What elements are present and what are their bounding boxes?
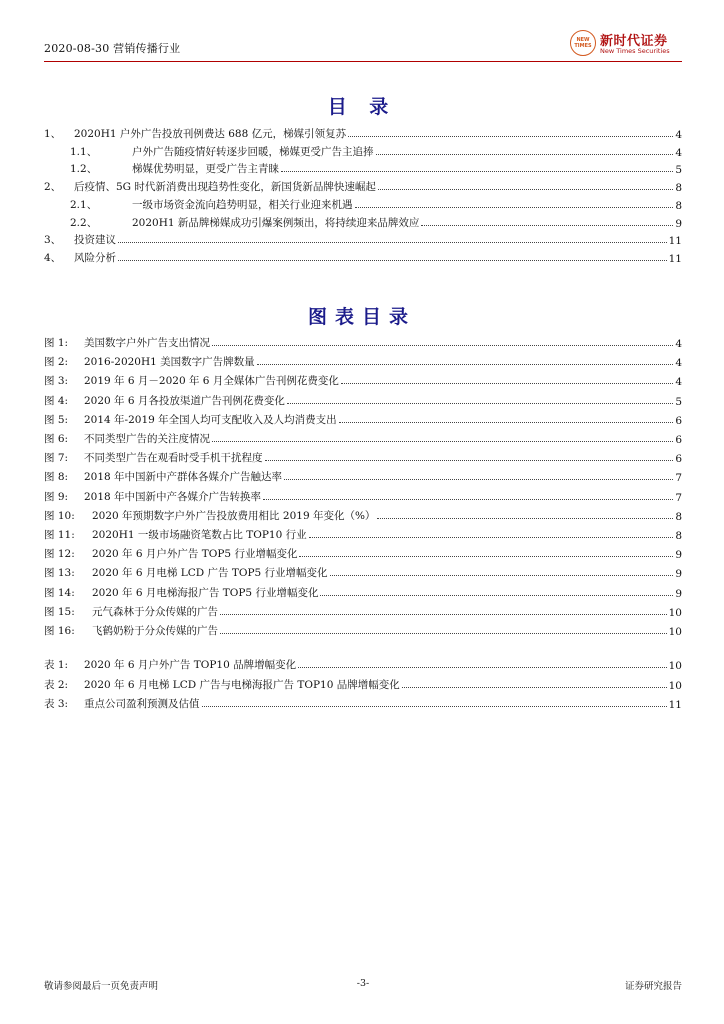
dot-leader bbox=[355, 207, 674, 208]
figure-number: 图 12: bbox=[44, 548, 75, 561]
figure-number: 图 9: bbox=[44, 490, 69, 503]
toc-number: 2.1、 bbox=[70, 198, 98, 211]
figure-entry[interactable] bbox=[44, 429, 682, 446]
dot-leader bbox=[348, 136, 673, 137]
header-divider bbox=[44, 61, 682, 62]
figure-text: 2020 年 6 月各投放渠道广告刊例花费变化 bbox=[84, 394, 285, 407]
toc-page-number: 11 bbox=[668, 252, 682, 265]
toc-entry[interactable] bbox=[44, 159, 682, 176]
figure-text: 2020 年预期数字户外广告投放费用相比 2019 年变化（%） bbox=[92, 509, 376, 522]
figure-page-number: 10 bbox=[668, 606, 682, 619]
figure-page-number: 9 bbox=[675, 587, 682, 600]
header-date-industry: 2020-08-30 营销传播行业 bbox=[44, 42, 181, 55]
figure-page-number: 6 bbox=[675, 434, 682, 446]
figure-text: 2020 年 6 月电梯海报广告 TOP5 行业增幅变化 bbox=[92, 586, 319, 599]
table-page-number: 10 bbox=[668, 679, 682, 692]
figure-entry[interactable] bbox=[44, 410, 682, 427]
figure-entry[interactable] bbox=[44, 544, 682, 561]
figure-number: 图 3: bbox=[44, 375, 69, 388]
figure-text: 2019 年 6 月－2020 年 6 月全媒体广告刊例花费变化 bbox=[84, 375, 339, 388]
figure-page-number: 7 bbox=[675, 491, 682, 504]
figure-page-number: 8 bbox=[675, 510, 682, 523]
dot-leader bbox=[281, 171, 673, 172]
toc-text: 2020H1 户外广告投放刊例费达 688 亿元，梯媒引领复苏 bbox=[74, 128, 347, 140]
table-page-number: 10 bbox=[668, 660, 682, 672]
figure-text: 美国数字户外广告支出情况 bbox=[84, 337, 210, 349]
toc-page-number: 8 bbox=[675, 199, 682, 212]
toc-entry[interactable] bbox=[44, 248, 682, 265]
footer-disclaimer: 敬请参阅最后一页免责声明 bbox=[44, 981, 159, 992]
toc-page-number: 5 bbox=[675, 164, 682, 177]
figure-text: 2020 年 6 月户外广告 TOP5 行业增幅变化 bbox=[92, 548, 298, 561]
toc-number: 2、 bbox=[44, 181, 62, 194]
figure-entry[interactable] bbox=[44, 391, 682, 408]
dot-leader bbox=[341, 383, 673, 384]
dot-leader bbox=[376, 154, 674, 155]
toc-page-number: 4 bbox=[675, 146, 682, 159]
figure-text: 不同类型广告在观看时受手机干扰程度 bbox=[84, 452, 263, 465]
figure-text: 元气森林于分众传媒的广告 bbox=[92, 605, 218, 618]
figure-entry[interactable] bbox=[44, 371, 682, 388]
figure-number: 图 2: bbox=[44, 356, 69, 369]
table-text: 2020 年 6 月户外广告 TOP10 品牌增幅变化 bbox=[84, 659, 297, 671]
figure-number: 图 5: bbox=[44, 413, 69, 426]
figure-number: 图 14: bbox=[44, 586, 75, 599]
toc-text: 后疫情、5G 时代新消费出现趋势性变化，新国货新品牌快速崛起 bbox=[74, 181, 376, 194]
dot-leader bbox=[339, 422, 674, 423]
toc-entry[interactable] bbox=[44, 142, 682, 159]
figure-number: 图 11: bbox=[44, 529, 75, 541]
table-entry[interactable] bbox=[44, 675, 682, 692]
toc-number: 1.1、 bbox=[70, 145, 98, 158]
figure-number: 图 8: bbox=[44, 471, 69, 484]
figure-page-number: 5 bbox=[675, 395, 682, 408]
toc-page-number: 11 bbox=[668, 235, 682, 248]
page-number: -3- bbox=[356, 978, 370, 989]
table-text: 重点公司盈利预测及估值 bbox=[84, 698, 200, 710]
logo-mark-line-1: NEW bbox=[576, 37, 590, 43]
dot-leader bbox=[263, 499, 673, 500]
toc-number: 3、 bbox=[44, 234, 62, 247]
footer-report-type: 证券研究报告 bbox=[624, 981, 682, 992]
figure-text: 2018 年中国新中产群体各媒介广告触达率 bbox=[84, 471, 283, 484]
logo-chinese-name: 新时代证券 bbox=[600, 34, 668, 49]
toc-text: 投资建议 bbox=[74, 234, 116, 247]
figure-number: 图 16: bbox=[44, 625, 75, 637]
figure-page-number: 6 bbox=[675, 414, 682, 427]
toc-entry[interactable] bbox=[44, 195, 682, 212]
toc-page-number: 9 bbox=[675, 217, 682, 230]
table-entry[interactable] bbox=[44, 694, 682, 711]
toc-entry[interactable] bbox=[44, 213, 682, 230]
dot-leader bbox=[298, 667, 666, 668]
table-page-number: 11 bbox=[668, 699, 682, 711]
toc-number: 4、 bbox=[44, 251, 62, 264]
toc-entry[interactable] bbox=[44, 177, 682, 194]
figure-number: 图 13: bbox=[44, 567, 75, 580]
figures-title: 图表目录 bbox=[307, 306, 416, 328]
dot-leader bbox=[377, 518, 673, 519]
dot-leader bbox=[202, 706, 667, 707]
figure-entry[interactable] bbox=[44, 487, 682, 504]
figure-entry[interactable] bbox=[44, 467, 682, 484]
figure-number: 图 4: bbox=[44, 394, 69, 407]
dot-leader bbox=[220, 614, 667, 615]
toc-page-number: 8 bbox=[675, 182, 682, 195]
toc-text: 梯媒优势明显，更受广告主青睐 bbox=[132, 163, 279, 176]
figure-number: 图 6: bbox=[44, 433, 69, 445]
figure-entry[interactable] bbox=[44, 583, 682, 600]
dot-leader bbox=[257, 364, 674, 365]
figure-page-number: 10 bbox=[668, 626, 682, 638]
figure-text: 不同类型广告的关注度情况 bbox=[84, 433, 210, 445]
figure-page-number: 4 bbox=[675, 338, 682, 350]
dot-leader bbox=[378, 189, 673, 190]
dot-leader bbox=[402, 687, 667, 688]
dot-leader bbox=[220, 633, 667, 634]
figure-entry[interactable] bbox=[44, 333, 682, 350]
table-entry[interactable] bbox=[44, 655, 682, 672]
figure-entry[interactable] bbox=[44, 448, 682, 465]
figure-page-number: 4 bbox=[675, 376, 682, 389]
table-number: 表 2: bbox=[44, 678, 69, 691]
figure-number: 图 10: bbox=[44, 509, 75, 522]
logo-emblem-icon bbox=[570, 30, 596, 56]
toc-text: 风险分析 bbox=[74, 251, 116, 264]
dot-leader bbox=[118, 242, 667, 243]
dot-leader bbox=[421, 225, 673, 226]
dot-leader bbox=[212, 441, 673, 442]
figure-text: 2020 年 6 月电梯 LCD 广告 TOP5 行业增幅变化 bbox=[92, 567, 328, 580]
figure-entry[interactable] bbox=[44, 621, 682, 638]
dot-leader bbox=[330, 575, 674, 576]
dot-leader bbox=[118, 260, 667, 261]
figure-page-number: 7 bbox=[675, 472, 682, 485]
dot-leader bbox=[309, 537, 674, 538]
logo-english-name: New Times Securities bbox=[600, 47, 670, 55]
figure-page-number: 6 bbox=[675, 453, 682, 466]
dot-leader bbox=[284, 479, 673, 480]
figure-entry[interactable] bbox=[44, 602, 682, 619]
figure-text: 飞鹤奶粉于分众传媒的广告 bbox=[92, 625, 218, 637]
figure-entry[interactable] bbox=[44, 525, 682, 542]
company-logo bbox=[570, 28, 682, 58]
figure-page-number: 9 bbox=[675, 549, 682, 562]
table-text: 2020 年 6 月电梯 LCD 广告与电梯海报广告 TOP10 品牌增幅变化 bbox=[84, 678, 400, 691]
figure-text: 2014 年-2019 年全国人均可支配收入及人均消费支出 bbox=[84, 413, 337, 426]
dot-leader bbox=[265, 460, 674, 461]
logo-mark-line-2: TIMES bbox=[574, 43, 592, 49]
figure-text: 2018 年中国新中产各媒介广告转换率 bbox=[84, 490, 262, 503]
figure-number: 图 1: bbox=[44, 337, 69, 349]
dot-leader bbox=[320, 595, 673, 596]
figure-page-number: 9 bbox=[675, 568, 682, 581]
dot-leader bbox=[212, 345, 673, 346]
figure-text: 2020H1 一级市场融资笔数占比 TOP10 行业 bbox=[92, 529, 307, 541]
figure-entry[interactable] bbox=[44, 563, 682, 580]
dot-leader bbox=[299, 556, 673, 557]
dot-leader bbox=[287, 403, 673, 404]
toc-text: 户外广告随疫情好转逐步回暖，梯媒更受广告主追捧 bbox=[132, 145, 374, 158]
toc-text: 2020H1 新品牌梯媒成功引爆案例频出，将持续迎来品牌效应 bbox=[132, 216, 420, 229]
figure-number: 图 7: bbox=[44, 452, 69, 465]
toc-page-number: 4 bbox=[675, 129, 682, 141]
toc-text: 一级市场资金流向趋势明显，相关行业迎来机遇 bbox=[132, 198, 353, 211]
toc-number: 1、 bbox=[44, 128, 62, 140]
toc-entry[interactable] bbox=[44, 230, 682, 247]
figure-entry[interactable] bbox=[44, 352, 682, 369]
toc-entry[interactable] bbox=[44, 124, 682, 141]
figure-page-number: 8 bbox=[675, 530, 682, 542]
table-number: 表 3: bbox=[44, 698, 69, 710]
table-number: 表 1: bbox=[44, 659, 69, 671]
toc-number: 1.2、 bbox=[70, 163, 98, 176]
toc-title: 目 录 bbox=[327, 96, 397, 118]
page-header bbox=[44, 28, 682, 62]
figure-entry[interactable] bbox=[44, 506, 682, 523]
toc-number: 2.2、 bbox=[70, 216, 98, 229]
figure-page-number: 4 bbox=[675, 357, 682, 370]
figure-text: 2016-2020H1 美国数字广告牌数量 bbox=[84, 356, 255, 369]
figure-number: 图 15: bbox=[44, 605, 75, 618]
